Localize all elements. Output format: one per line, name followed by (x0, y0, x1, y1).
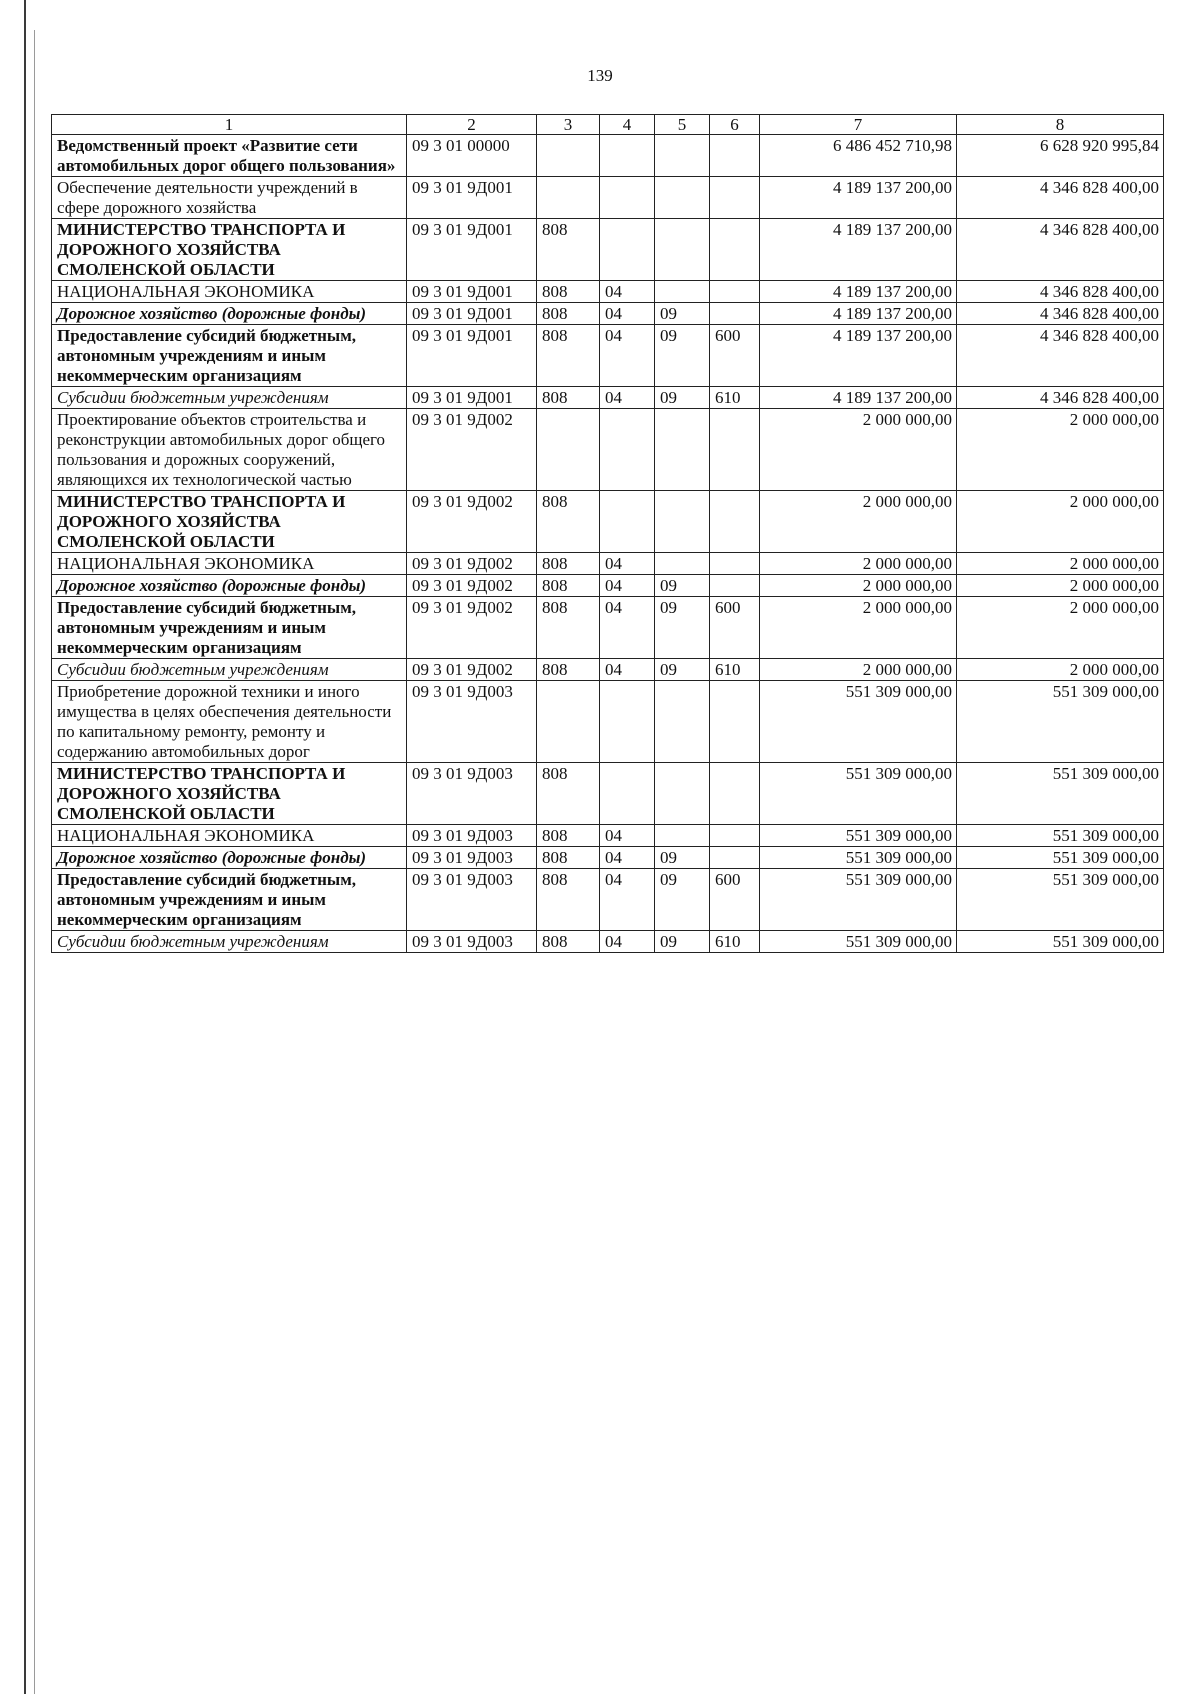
amount-year-1: 551 309 000,00 (760, 847, 957, 869)
amount-year-1: 2 000 000,00 (760, 553, 957, 575)
expense-type-code (710, 763, 760, 825)
ministry-code (537, 135, 600, 177)
ministry-code: 808 (537, 847, 600, 869)
item-name: Предоставление субсидий бюджетным, автономным учреждениям и иным некоммерческим организациям (52, 325, 407, 387)
expense-type-code (710, 575, 760, 597)
amount-year-1: 4 189 137 200,00 (760, 177, 957, 219)
amount-year-1: 551 309 000,00 (760, 763, 957, 825)
subsection-code: 09 (655, 575, 710, 597)
table-row (52, 931, 1164, 953)
section-code (600, 681, 655, 763)
ministry-code: 808 (537, 387, 600, 409)
ministry-code: 808 (537, 219, 600, 281)
table-row (52, 303, 1164, 325)
amount-year-2: 2 000 000,00 (957, 409, 1164, 491)
ministry-code: 808 (537, 325, 600, 387)
expense-type-code: 600 (710, 869, 760, 931)
section-code: 04 (600, 659, 655, 681)
expense-type-code (710, 177, 760, 219)
item-name: Ведомственный проект «Развитие сети автомобильных дорог общего пользования» (52, 135, 407, 177)
amount-year-1: 551 309 000,00 (760, 869, 957, 931)
ministry-code (537, 409, 600, 491)
col-header: 4 (600, 115, 655, 135)
section-code: 04 (600, 825, 655, 847)
amount-year-1: 4 189 137 200,00 (760, 325, 957, 387)
section-code (600, 491, 655, 553)
target-article-code: 09 3 01 00000 (407, 135, 537, 177)
item-name: Субсидии бюджетным учреждениям (52, 931, 407, 953)
ministry-code: 808 (537, 869, 600, 931)
target-article-code: 09 3 01 9Д002 (407, 597, 537, 659)
section-code: 04 (600, 575, 655, 597)
section-code (600, 409, 655, 491)
amount-year-2: 4 346 828 400,00 (957, 219, 1164, 281)
item-name: Обеспечение деятельности учреждений в сфере дорожного хозяйства (52, 177, 407, 219)
subsection-code: 09 (655, 659, 710, 681)
section-code (600, 177, 655, 219)
expense-type-code: 600 (710, 597, 760, 659)
col-header: 5 (655, 115, 710, 135)
section-code: 04 (600, 325, 655, 387)
expense-type-code (710, 491, 760, 553)
section-code: 04 (600, 931, 655, 953)
target-article-code: 09 3 01 9Д002 (407, 575, 537, 597)
table-row (52, 763, 1164, 825)
amount-year-2: 4 346 828 400,00 (957, 387, 1164, 409)
ministry-code: 808 (537, 825, 600, 847)
amount-year-2: 4 346 828 400,00 (957, 281, 1164, 303)
col-header: 1 (52, 115, 407, 135)
table-row (52, 387, 1164, 409)
section-code: 04 (600, 553, 655, 575)
item-name: Дорожное хозяйство (дорожные фонды) (52, 303, 407, 325)
subsection-code (655, 135, 710, 177)
column-number-row (52, 115, 1164, 135)
item-name: НАЦИОНАЛЬНАЯ ЭКОНОМИКА (52, 825, 407, 847)
amount-year-1: 551 309 000,00 (760, 681, 957, 763)
section-code: 04 (600, 597, 655, 659)
target-article-code: 09 3 01 9Д001 (407, 387, 537, 409)
target-article-code: 09 3 01 9Д001 (407, 303, 537, 325)
ministry-code: 808 (537, 931, 600, 953)
ministry-code (537, 177, 600, 219)
expense-type-code: 610 (710, 387, 760, 409)
amount-year-2: 2 000 000,00 (957, 659, 1164, 681)
col-header: 6 (710, 115, 760, 135)
target-article-code: 09 3 01 9Д001 (407, 219, 537, 281)
expense-type-code (710, 303, 760, 325)
amount-year-2: 551 309 000,00 (957, 681, 1164, 763)
subsection-code (655, 491, 710, 553)
amount-year-2: 2 000 000,00 (957, 553, 1164, 575)
amount-year-2: 2 000 000,00 (957, 575, 1164, 597)
amount-year-1: 2 000 000,00 (760, 409, 957, 491)
section-code: 04 (600, 387, 655, 409)
table-row (52, 135, 1164, 177)
table-row (52, 659, 1164, 681)
ministry-code: 808 (537, 597, 600, 659)
item-name: МИНИСТЕРСТВО ТРАНСПОРТА И ДОРОЖНОГО ХОЗЯЙСТВА СМОЛЕНСКОЙ ОБЛАСТИ (52, 491, 407, 553)
section-code: 04 (600, 847, 655, 869)
target-article-code: 09 3 01 9Д002 (407, 553, 537, 575)
target-article-code: 09 3 01 9Д002 (407, 659, 537, 681)
expense-type-code (710, 219, 760, 281)
subsection-code (655, 409, 710, 491)
target-article-code: 09 3 01 9Д002 (407, 491, 537, 553)
table-row (52, 281, 1164, 303)
amount-year-1: 2 000 000,00 (760, 597, 957, 659)
expense-type-code: 610 (710, 931, 760, 953)
subsection-code: 09 (655, 597, 710, 659)
amount-year-2: 551 309 000,00 (957, 847, 1164, 869)
table-row (52, 177, 1164, 219)
table-row (52, 325, 1164, 387)
ministry-code: 808 (537, 553, 600, 575)
table-row (52, 491, 1164, 553)
col-header: 3 (537, 115, 600, 135)
amount-year-2: 4 346 828 400,00 (957, 177, 1164, 219)
subsection-code: 09 (655, 869, 710, 931)
amount-year-2: 2 000 000,00 (957, 597, 1164, 659)
expense-type-code: 600 (710, 325, 760, 387)
target-article-code: 09 3 01 9Д003 (407, 847, 537, 869)
section-code: 04 (600, 281, 655, 303)
item-name: Предоставление субсидий бюджетным, автономным учреждениям и иным некоммерческим организациям (52, 869, 407, 931)
subsection-code (655, 281, 710, 303)
ministry-code: 808 (537, 659, 600, 681)
expense-type-code: 610 (710, 659, 760, 681)
section-code: 04 (600, 303, 655, 325)
scan-edge-line (24, 0, 26, 1694)
col-header: 2 (407, 115, 537, 135)
amount-year-1: 2 000 000,00 (760, 575, 957, 597)
item-name: Субсидии бюджетным учреждениям (52, 659, 407, 681)
amount-year-1: 6 486 452 710,98 (760, 135, 957, 177)
subsection-code (655, 681, 710, 763)
subsection-code: 09 (655, 847, 710, 869)
col-header: 7 (760, 115, 957, 135)
expense-type-code (710, 847, 760, 869)
subsection-code (655, 219, 710, 281)
amount-year-2: 4 346 828 400,00 (957, 325, 1164, 387)
subsection-code (655, 553, 710, 575)
item-name: Субсидии бюджетным учреждениям (52, 387, 407, 409)
target-article-code: 09 3 01 9Д003 (407, 825, 537, 847)
scan-edge-line-secondary (34, 30, 35, 1694)
table-row (52, 681, 1164, 763)
page-number: 139 (587, 66, 613, 85)
item-name: НАЦИОНАЛЬНАЯ ЭКОНОМИКА (52, 553, 407, 575)
expense-type-code (710, 553, 760, 575)
table-row (52, 869, 1164, 931)
amount-year-2: 551 309 000,00 (957, 763, 1164, 825)
table-row (52, 553, 1164, 575)
item-name: Предоставление субсидий бюджетным, автономным учреждениям и иным некоммерческим организациям (52, 597, 407, 659)
item-name: Дорожное хозяйство (дорожные фонды) (52, 847, 407, 869)
target-article-code: 09 3 01 9Д003 (407, 763, 537, 825)
amount-year-1: 551 309 000,00 (760, 931, 957, 953)
item-name: Дорожное хозяйство (дорожные фонды) (52, 575, 407, 597)
subsection-code (655, 825, 710, 847)
item-name: НАЦИОНАЛЬНАЯ ЭКОНОМИКА (52, 281, 407, 303)
target-article-code: 09 3 01 9Д001 (407, 281, 537, 303)
subsection-code: 09 (655, 325, 710, 387)
amount-year-1: 2 000 000,00 (760, 659, 957, 681)
ministry-code: 808 (537, 763, 600, 825)
amount-year-2: 2 000 000,00 (957, 491, 1164, 553)
target-article-code: 09 3 01 9Д003 (407, 869, 537, 931)
item-name: Приобретение дорожной техники и иного имущества в целях обеспечения деятельности по капитальному ремонту, ремонту и содержанию автомобильных дорог (52, 681, 407, 763)
section-code: 04 (600, 869, 655, 931)
target-article-code: 09 3 01 9Д002 (407, 409, 537, 491)
ministry-code: 808 (537, 491, 600, 553)
amount-year-1: 551 309 000,00 (760, 825, 957, 847)
amount-year-1: 4 189 137 200,00 (760, 303, 957, 325)
table-row (52, 825, 1164, 847)
target-article-code: 09 3 01 9Д001 (407, 177, 537, 219)
section-code (600, 219, 655, 281)
section-code (600, 763, 655, 825)
table-row (52, 597, 1164, 659)
table-row (52, 219, 1164, 281)
amount-year-2: 6 628 920 995,84 (957, 135, 1164, 177)
ministry-code: 808 (537, 303, 600, 325)
ministry-code (537, 681, 600, 763)
subsection-code (655, 177, 710, 219)
table-body (52, 115, 1164, 953)
ministry-code: 808 (537, 281, 600, 303)
item-name: Проектирование объектов строительства и реконструкции автомобильных дорог общего пользования и дорожных сооружений, являющихся их технологической частью (52, 409, 407, 491)
target-article-code: 09 3 01 9Д003 (407, 931, 537, 953)
col-header: 8 (957, 115, 1164, 135)
target-article-code: 09 3 01 9Д003 (407, 681, 537, 763)
ministry-code: 808 (537, 575, 600, 597)
item-name: МИНИСТЕРСТВО ТРАНСПОРТА И ДОРОЖНОГО ХОЗЯЙСТВА СМОЛЕНСКОЙ ОБЛАСТИ (52, 219, 407, 281)
amount-year-1: 2 000 000,00 (760, 491, 957, 553)
section-code (600, 135, 655, 177)
subsection-code: 09 (655, 387, 710, 409)
amount-year-1: 4 189 137 200,00 (760, 219, 957, 281)
subsection-code (655, 763, 710, 825)
subsection-code: 09 (655, 931, 710, 953)
expense-type-code (710, 825, 760, 847)
amount-year-1: 4 189 137 200,00 (760, 281, 957, 303)
amount-year-1: 4 189 137 200,00 (760, 387, 957, 409)
amount-year-2: 4 346 828 400,00 (957, 303, 1164, 325)
table-row (52, 409, 1164, 491)
expense-type-code (710, 281, 760, 303)
amount-year-2: 551 309 000,00 (957, 869, 1164, 931)
amount-year-2: 551 309 000,00 (957, 825, 1164, 847)
item-name: МИНИСТЕРСТВО ТРАНСПОРТА И ДОРОЖНОГО ХОЗЯЙСТВА СМОЛЕНСКОЙ ОБЛАСТИ (52, 763, 407, 825)
subsection-code: 09 (655, 303, 710, 325)
budget-table (51, 114, 1164, 953)
expense-type-code (710, 135, 760, 177)
table-row (52, 847, 1164, 869)
amount-year-2: 551 309 000,00 (957, 931, 1164, 953)
target-article-code: 09 3 01 9Д001 (407, 325, 537, 387)
expense-type-code (710, 409, 760, 491)
table-row (52, 575, 1164, 597)
expense-type-code (710, 681, 760, 763)
